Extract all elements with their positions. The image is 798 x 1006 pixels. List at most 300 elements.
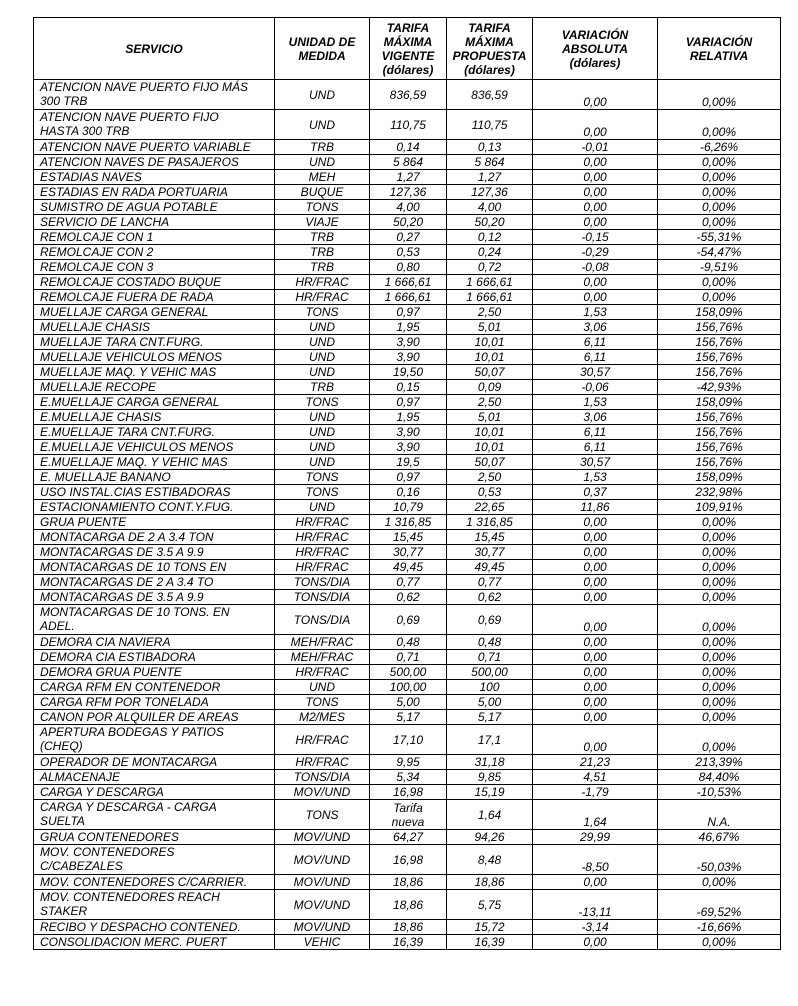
cell-tarifa-vigente	[370, 185, 447, 200]
cell-unidad: UND	[275, 320, 370, 335]
cell-servicio	[34, 185, 275, 200]
cell-line: 1,95	[396, 320, 420, 334]
cell-variacion-relativa: 109,91%	[658, 500, 781, 515]
cell-line: 1,95	[396, 410, 420, 424]
cell-tarifa-vigente	[370, 110, 447, 140]
cell-variacion-absoluta: 0,00	[533, 290, 658, 305]
cell-line: 16,98	[392, 852, 424, 867]
cell-variacion-absoluta: 0,00	[533, 545, 658, 560]
cell-servicio	[34, 500, 275, 515]
cell-line: 836,59	[389, 87, 427, 102]
cell-line: 0,97	[396, 395, 420, 409]
cell-servicio	[34, 665, 275, 680]
header-line: MEDIDA	[298, 48, 346, 63]
cell-tarifa-vigente	[370, 605, 447, 635]
cell-tarifa-vigente	[370, 470, 447, 485]
cell-line: 0,15	[396, 380, 420, 394]
cell-variacion-relativa: 0,00%	[658, 110, 781, 140]
cell-tarifa-propuesta: 4,00	[447, 200, 533, 215]
cell-variacion-relativa: 46,67%	[658, 830, 781, 845]
table-row	[34, 215, 781, 230]
cell-unidad: TRB	[275, 140, 370, 155]
cell-servicio	[34, 680, 275, 695]
cell-servicio	[34, 215, 275, 230]
cell-tarifa-propuesta: 15,19	[447, 785, 533, 800]
cell-unidad: BUQUE	[275, 185, 370, 200]
table-row	[34, 920, 781, 935]
cell-line: 5,34	[396, 770, 420, 784]
cell-line: 30,77	[392, 545, 424, 559]
cell-tarifa-propuesta: 15,72	[447, 920, 533, 935]
cell-tarifa-propuesta: 0,09	[447, 380, 533, 395]
header-tarifa-propuesta	[447, 18, 533, 80]
cell-servicio	[34, 530, 275, 545]
cell-tarifa-propuesta: 1 316,85	[447, 515, 533, 530]
cell-tarifa-vigente	[370, 335, 447, 350]
header-line: TARIFA	[468, 20, 511, 35]
cell-variacion-absoluta: -13,11	[533, 890, 658, 920]
cell-servicio	[34, 305, 275, 320]
cell-servicio	[34, 755, 275, 770]
cell-tarifa-propuesta: 5,01	[447, 410, 533, 425]
cell-line: E.MUELLAJE CHASIS	[40, 410, 162, 424]
cell-servicio	[34, 485, 275, 500]
cell-tarifa-propuesta: 9,85	[447, 770, 533, 785]
cell-tarifa-propuesta: 50,07	[447, 455, 533, 470]
cell-line: 500,00	[389, 665, 427, 679]
cell-unidad: TRB	[275, 260, 370, 275]
cell-tarifa-vigente	[370, 500, 447, 515]
cell-line: 3,90	[396, 335, 420, 349]
cell-tarifa-vigente	[370, 425, 447, 440]
cell-tarifa-vigente	[370, 830, 447, 845]
cell-line: 3,90	[396, 425, 420, 439]
table-row	[34, 290, 781, 305]
cell-tarifa-vigente	[370, 245, 447, 260]
cell-line: 1,27	[396, 170, 420, 184]
cell-variacion-relativa: -16,66%	[658, 920, 781, 935]
cell-variacion-absoluta: 6,11	[533, 350, 658, 365]
cell-variacion-absoluta: 1,53	[533, 470, 658, 485]
cell-variacion-absoluta: -0,06	[533, 380, 658, 395]
cell-tarifa-propuesta: 10,01	[447, 425, 533, 440]
cell-line: RECIBO Y DESPACHO CONTENED.	[40, 920, 241, 934]
cell-line: ESTADIAS NAVES	[40, 170, 142, 184]
cell-variacion-relativa: 0,00%	[658, 725, 781, 755]
cell-tarifa-propuesta: 1,64	[447, 800, 533, 830]
table-row	[34, 140, 781, 155]
cell-line: MUELLAJE TARA CNT.FURG.	[40, 335, 204, 349]
cell-line: Tarifa	[393, 800, 423, 815]
cell-tarifa-vigente	[370, 680, 447, 695]
cell-line: C/CABEZALES	[40, 859, 123, 873]
cell-tarifa-vigente	[370, 920, 447, 935]
cell-tarifa-vigente	[370, 80, 447, 110]
cell-variacion-absoluta: 0,00	[533, 530, 658, 545]
cell-tarifa-propuesta: 10,01	[447, 335, 533, 350]
cell-unidad: UND	[275, 110, 370, 140]
cell-tarifa-vigente	[370, 530, 447, 545]
cell-variacion-absoluta: 0,00	[533, 875, 658, 890]
cell-tarifa-vigente	[370, 230, 447, 245]
cell-variacion-absoluta: 1,64	[533, 800, 658, 830]
cell-unidad: HR/FRAC	[275, 515, 370, 530]
cell-tarifa-vigente	[370, 785, 447, 800]
cell-variacion-absoluta: 6,11	[533, 440, 658, 455]
cell-line: MOV. CONTENEDORES	[40, 845, 175, 859]
table-row	[34, 725, 781, 755]
header-line: (dólares)	[464, 62, 515, 77]
cell-variacion-relativa: 156,76%	[658, 440, 781, 455]
cell-tarifa-vigente	[370, 770, 447, 785]
cell-servicio	[34, 695, 275, 710]
cell-tarifa-vigente	[370, 755, 447, 770]
cell-servicio	[34, 605, 275, 635]
cell-line: 0,14	[396, 140, 420, 154]
cell-line: 0,69	[396, 612, 420, 627]
cell-unidad: TONS	[275, 470, 370, 485]
header-line: TARIFA	[386, 20, 430, 35]
table-row	[34, 335, 781, 350]
cell-tarifa-propuesta: 127,36	[447, 185, 533, 200]
cell-servicio	[34, 170, 275, 185]
table-row	[34, 695, 781, 710]
cell-variacion-absoluta: 0,00	[533, 710, 658, 725]
cell-line: 0,48	[396, 635, 420, 649]
cell-unidad: TRB	[275, 380, 370, 395]
cell-line: ESTACIONAMIENTO CONT.Y.FUG.	[40, 500, 234, 514]
cell-tarifa-propuesta: 0,69	[447, 605, 533, 635]
cell-servicio	[34, 425, 275, 440]
cell-line: MUELLAJE MAQ. Y VEHIC MAS	[40, 365, 217, 379]
cell-line: CANON POR ALQUILER DE AREAS	[40, 710, 239, 724]
cell-line: ATENCION NAVE PUERTO VARIABLE	[40, 140, 251, 154]
cell-line: GRUA CONTENEDORES	[40, 830, 179, 844]
cell-tarifa-propuesta: 0,72	[447, 260, 533, 275]
cell-servicio	[34, 875, 275, 890]
cell-tarifa-vigente	[370, 650, 447, 665]
cell-servicio	[34, 140, 275, 155]
cell-variacion-relativa: 0,00%	[658, 680, 781, 695]
table-row	[34, 200, 781, 215]
cell-variacion-absoluta: 30,57	[533, 365, 658, 380]
tariff-table	[33, 17, 781, 950]
cell-line: 64,27	[392, 830, 424, 844]
cell-line: MONTACARGA DE 2 A 3.4 TON	[40, 530, 214, 544]
cell-line: ADEL.	[40, 619, 75, 633]
cell-tarifa-vigente	[370, 665, 447, 680]
cell-tarifa-propuesta: 5 864	[447, 155, 533, 170]
cell-tarifa-vigente	[370, 635, 447, 650]
cell-variacion-relativa: 0,00%	[658, 935, 781, 950]
cell-variacion-relativa: 0,00%	[658, 710, 781, 725]
cell-tarifa-vigente	[370, 275, 447, 290]
cell-unidad: UND	[275, 440, 370, 455]
cell-line: MUELLAJE VEHICULOS MENOS	[40, 350, 223, 364]
cell-tarifa-propuesta: 100	[447, 680, 533, 695]
cell-tarifa-vigente	[370, 320, 447, 335]
cell-tarifa-propuesta: 0,13	[447, 140, 533, 155]
cell-variacion-relativa: 0,00%	[658, 170, 781, 185]
cell-tarifa-vigente	[370, 365, 447, 380]
cell-line: MUELLAJE CHASIS	[40, 320, 151, 334]
cell-unidad: HR/FRAC	[275, 560, 370, 575]
table-body	[34, 80, 781, 950]
table-row	[34, 185, 781, 200]
cell-line: 0,97	[396, 470, 420, 484]
cell-line: OPERADOR DE MONTACARGA	[40, 755, 218, 769]
cell-line: 1 666,61	[384, 290, 432, 304]
cell-variacion-relativa: 0,00%	[658, 635, 781, 650]
cell-variacion-absoluta: -8,50	[533, 845, 658, 875]
cell-variacion-absoluta: 3,06	[533, 410, 658, 425]
cell-unidad: M2/MES	[275, 710, 370, 725]
cell-line: MONTACARGAS DE 10 TONS EN	[40, 560, 227, 574]
cell-variacion-relativa: 0,00%	[658, 665, 781, 680]
cell-tarifa-vigente	[370, 350, 447, 365]
cell-line: 18,86	[392, 897, 424, 912]
cell-unidad: HR/FRAC	[275, 275, 370, 290]
cell-line: SERVICIO DE LANCHA	[40, 215, 170, 229]
header-variacion-absoluta	[533, 18, 658, 80]
cell-servicio	[34, 350, 275, 365]
cell-tarifa-propuesta: 2,50	[447, 395, 533, 410]
cell-tarifa-propuesta: 0,24	[447, 245, 533, 260]
cell-variacion-absoluta: 0,00	[533, 275, 658, 290]
cell-line: DEMORA CIA NAVIERA	[40, 635, 171, 649]
table-row	[34, 395, 781, 410]
table-row	[34, 845, 781, 875]
cell-variacion-relativa: 0,00%	[658, 590, 781, 605]
cell-unidad: MOV/UND	[275, 830, 370, 845]
cell-unidad: MOV/UND	[275, 920, 370, 935]
header-line: MÁXIMA	[465, 34, 514, 49]
cell-variacion-absoluta: 0,00	[533, 635, 658, 650]
cell-variacion-relativa: 158,09%	[658, 395, 781, 410]
cell-line: 3,90	[396, 440, 420, 454]
header-servicio	[34, 18, 275, 80]
table-row	[34, 710, 781, 725]
header-line: (dólares)	[569, 55, 621, 70]
cell-variacion-absoluta: 0,00	[533, 80, 658, 110]
cell-variacion-relativa: -54,47%	[658, 245, 781, 260]
cell-variacion-absoluta: 0,00	[533, 200, 658, 215]
cell-variacion-relativa: 0,00%	[658, 650, 781, 665]
cell-line: 4,00	[396, 200, 420, 214]
cell-unidad: UND	[275, 350, 370, 365]
cell-variacion-relativa: 0,00%	[658, 515, 781, 530]
cell-variacion-absoluta: 1,53	[533, 305, 658, 320]
cell-variacion-relativa: 156,76%	[658, 350, 781, 365]
cell-line: ALMACENAJE	[40, 770, 121, 784]
cell-variacion-absoluta: -0,15	[533, 230, 658, 245]
cell-variacion-relativa: -42,93%	[658, 380, 781, 395]
cell-line: MOV. CONTENEDORES REACH	[40, 890, 220, 904]
cell-variacion-absoluta: 0,00	[533, 515, 658, 530]
cell-servicio	[34, 290, 275, 305]
cell-line: 17,10	[392, 732, 424, 747]
cell-unidad: MEH/FRAC	[275, 635, 370, 650]
table-row	[34, 605, 781, 635]
cell-line: MONTACARGAS DE 3.5 A 9.9	[40, 545, 204, 559]
header-line: VARIACIÓN	[685, 34, 753, 49]
cell-line: 0,27	[396, 230, 420, 244]
cell-unidad: TRB	[275, 245, 370, 260]
cell-variacion-absoluta: 0,00	[533, 215, 658, 230]
table-row	[34, 485, 781, 500]
cell-servicio	[34, 800, 275, 830]
cell-line: nueva	[391, 814, 425, 829]
header-line: RELATIVA	[689, 48, 749, 63]
cell-variacion-absoluta: 0,00	[533, 725, 658, 755]
table-row	[34, 500, 781, 515]
cell-tarifa-vigente	[370, 395, 447, 410]
cell-variacion-relativa: 0,00%	[658, 200, 781, 215]
table-row	[34, 380, 781, 395]
header-unidad	[275, 18, 370, 80]
cell-line: CARGA Y DESCARGA - CARGA	[40, 800, 217, 814]
cell-unidad: HR/FRAC	[275, 755, 370, 770]
cell-line: 1 316,85	[384, 515, 432, 529]
cell-variacion-absoluta: 0,00	[533, 590, 658, 605]
cell-tarifa-vigente	[370, 170, 447, 185]
cell-tarifa-propuesta: 0,12	[447, 230, 533, 245]
cell-tarifa-vigente	[370, 710, 447, 725]
cell-servicio	[34, 335, 275, 350]
cell-line: DEMORA GRUA PUENTE	[40, 665, 182, 679]
cell-tarifa-vigente	[370, 560, 447, 575]
cell-tarifa-vigente	[370, 455, 447, 470]
cell-unidad: UND	[275, 80, 370, 110]
cell-line: 3,90	[396, 350, 420, 364]
cell-variacion-absoluta: 3,06	[533, 320, 658, 335]
table-row	[34, 425, 781, 440]
cell-unidad: MEH	[275, 170, 370, 185]
cell-line: 1 666,61	[384, 275, 432, 289]
cell-variacion-relativa: 213,39%	[658, 755, 781, 770]
cell-line: MUELLAJE CARGA GENERAL	[40, 305, 209, 319]
cell-servicio	[34, 110, 275, 140]
cell-unidad: TONS	[275, 485, 370, 500]
cell-variacion-absoluta: 29,99	[533, 830, 658, 845]
cell-servicio	[34, 650, 275, 665]
cell-tarifa-vigente	[370, 215, 447, 230]
cell-tarifa-propuesta: 0,62	[447, 590, 533, 605]
cell-servicio	[34, 365, 275, 380]
cell-line: 0,80	[396, 260, 420, 274]
cell-tarifa-propuesta: 31,18	[447, 755, 533, 770]
cell-line: APERTURA BODEGAS Y PATIOS	[40, 725, 224, 739]
header-variacion-relativa	[658, 18, 781, 80]
cell-line: 0,71	[396, 650, 420, 664]
cell-unidad: UND	[275, 365, 370, 380]
cell-line: ESTADIAS EN RADA PORTUARIA	[40, 185, 228, 199]
cell-servicio	[34, 725, 275, 755]
cell-variacion-relativa: 84,40%	[658, 770, 781, 785]
cell-unidad: HR/FRAC	[275, 545, 370, 560]
cell-tarifa-vigente	[370, 545, 447, 560]
cell-line: 127,36	[389, 185, 427, 199]
cell-variacion-absoluta: 11,86	[533, 500, 658, 515]
cell-tarifa-vigente	[370, 200, 447, 215]
table-row	[34, 560, 781, 575]
cell-tarifa-propuesta: 1 666,61	[447, 275, 533, 290]
cell-servicio	[34, 410, 275, 425]
cell-variacion-relativa: 0,00%	[658, 575, 781, 590]
cell-variacion-absoluta: 0,00	[533, 155, 658, 170]
cell-line: SUELTA	[40, 814, 85, 828]
table-row	[34, 410, 781, 425]
table-row	[34, 440, 781, 455]
table-row	[34, 890, 781, 920]
cell-variacion-relativa: 0,00%	[658, 530, 781, 545]
cell-unidad: UND	[275, 455, 370, 470]
cell-tarifa-vigente	[370, 410, 447, 425]
cell-unidad: HR/FRAC	[275, 530, 370, 545]
cell-tarifa-propuesta: 16,39	[447, 935, 533, 950]
table-row	[34, 650, 781, 665]
cell-unidad: TONS/DIA	[275, 770, 370, 785]
cell-unidad: HR/FRAC	[275, 665, 370, 680]
cell-variacion-absoluta: 1,53	[533, 395, 658, 410]
cell-tarifa-vigente	[370, 260, 447, 275]
cell-line: SUMISTRO DE AGUA POTABLE	[40, 200, 218, 214]
table-row	[34, 350, 781, 365]
cell-variacion-relativa: 156,76%	[658, 425, 781, 440]
cell-variacion-absoluta: -1,79	[533, 785, 658, 800]
cell-tarifa-propuesta: 5,75	[447, 890, 533, 920]
cell-unidad: VEHIC	[275, 935, 370, 950]
table-row	[34, 575, 781, 590]
table-row	[34, 470, 781, 485]
table-row	[34, 245, 781, 260]
cell-variacion-absoluta: -0,29	[533, 245, 658, 260]
cell-unidad: UND	[275, 500, 370, 515]
cell-unidad: HR/FRAC	[275, 290, 370, 305]
cell-variacion-relativa: 156,76%	[658, 410, 781, 425]
cell-line: 0,97	[396, 305, 420, 319]
cell-variacion-relativa: 0,00%	[658, 80, 781, 110]
cell-tarifa-vigente	[370, 485, 447, 500]
cell-variacion-absoluta: 0,00	[533, 605, 658, 635]
cell-line: REMOLCAJE COSTADO BUQUE	[40, 275, 222, 289]
cell-tarifa-propuesta: 5,01	[447, 320, 533, 335]
cell-variacion-absoluta: 4,51	[533, 770, 658, 785]
cell-variacion-relativa: -55,31%	[658, 230, 781, 245]
cell-tarifa-propuesta: 50,20	[447, 215, 533, 230]
cell-variacion-absoluta: 0,00	[533, 650, 658, 665]
cell-unidad: UND	[275, 335, 370, 350]
cell-servicio	[34, 440, 275, 455]
table-row	[34, 875, 781, 890]
cell-tarifa-propuesta: 10,01	[447, 440, 533, 455]
cell-unidad: MOV/UND	[275, 785, 370, 800]
cell-variacion-relativa: -9,51%	[658, 260, 781, 275]
cell-servicio	[34, 155, 275, 170]
cell-servicio	[34, 545, 275, 560]
cell-variacion-absoluta: 0,00	[533, 560, 658, 575]
cell-tarifa-propuesta: 17,1	[447, 725, 533, 755]
cell-line: DEMORA CIA ESTIBADORA	[40, 650, 196, 664]
cell-unidad: VIAJE	[275, 215, 370, 230]
cell-unidad: MOV/UND	[275, 875, 370, 890]
cell-tarifa-vigente	[370, 845, 447, 875]
table-row	[34, 800, 781, 830]
cell-tarifa-propuesta: 94,26	[447, 830, 533, 845]
cell-unidad: MOV/UND	[275, 890, 370, 920]
cell-line: 10,79	[392, 500, 424, 514]
cell-line: (CHEQ)	[40, 739, 83, 753]
